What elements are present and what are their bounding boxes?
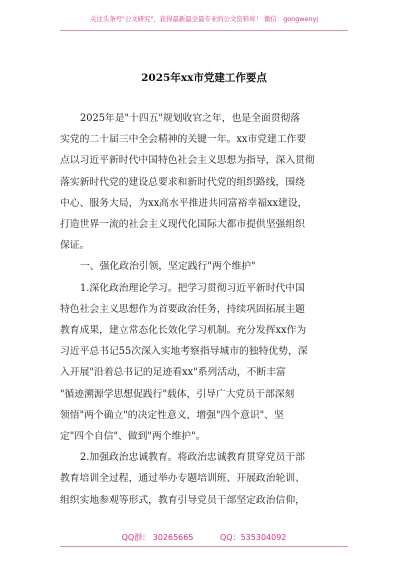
text-line: 一、强化政治引领，坚定践行"两个维护" [80,261,256,273]
text-line: 入开展"沿着总书记的足迹看xx"系列活动，不断丰富 [60,367,286,379]
item-1-paragraph [60,278,348,448]
header-banner: 关注头条号"公文研究"，获得最新最全最专业的公文资料库！ 微信：gongwenyj [89,15,319,23]
text-line: 2.加强政治忠诚教育。将政治忠诚教育贯穿党员干部 [80,452,305,464]
footer-qq: QQ：535304092 [220,533,287,542]
text-line: 落实新时代党的建设总要求和新时代党的组织路线，围绕 [60,176,305,188]
text-line: 定"四个自信"、做到"两个维护"。 [60,431,206,443]
text-line: 中心、服务大局，为xx高水平推进共同富裕幸福xx建设， [60,197,308,209]
item-2-paragraph [60,447,348,511]
text-line: "循迹溯源学思想促践行"载体，引导广大党员干部深刻 [60,388,295,400]
text-line: 打造世界一流的社会主义现代化国际大都市提供坚强组织 [60,219,305,231]
intro-paragraph [60,108,348,256]
text-line: 领悟"两个确立"的决定性意义，增强"四个意识"、坚 [60,409,284,421]
text-line: 实党的二十届三中全会精神的关键一年。xx市党建工作要 [60,134,307,146]
footer-divider [60,546,348,547]
footer-qq-group: QQ群： 30265665 [121,533,194,542]
text-line: 习近平总书记55次深入实地考察指导城市的独特优势，深 [60,346,308,358]
text-line: 教育培训全过程，通过举办专题培训班、开展政治轮训、 [60,473,305,485]
text-line: 组织实地参观等形式，教育引导党员干部坚定政治信仰， [60,494,305,506]
document-body [60,108,348,511]
text-line: 1.深化政治理论学习。把学习贯彻习近平新时代中国 [80,282,305,294]
text-line: 点以习近平新时代中国特色社会主义思想为指导，深入贯彻 [60,155,315,167]
document-title: 2025年xx市党建工作要点 [141,72,267,84]
text-line: 教育成果，建立常态化长效化学习机制。充分发挥xx作为 [60,325,307,337]
header-divider [60,30,348,31]
text-line: 特色社会主义思想作为首要政治任务，持续巩固拓展主题 [60,303,305,315]
section-heading [60,256,348,277]
footer-contacts [0,532,408,543]
text-line: 2025年是"十四五"规划收官之年，也是全面贯彻落 [80,113,301,124]
text-line: 保证。 [60,240,90,252]
